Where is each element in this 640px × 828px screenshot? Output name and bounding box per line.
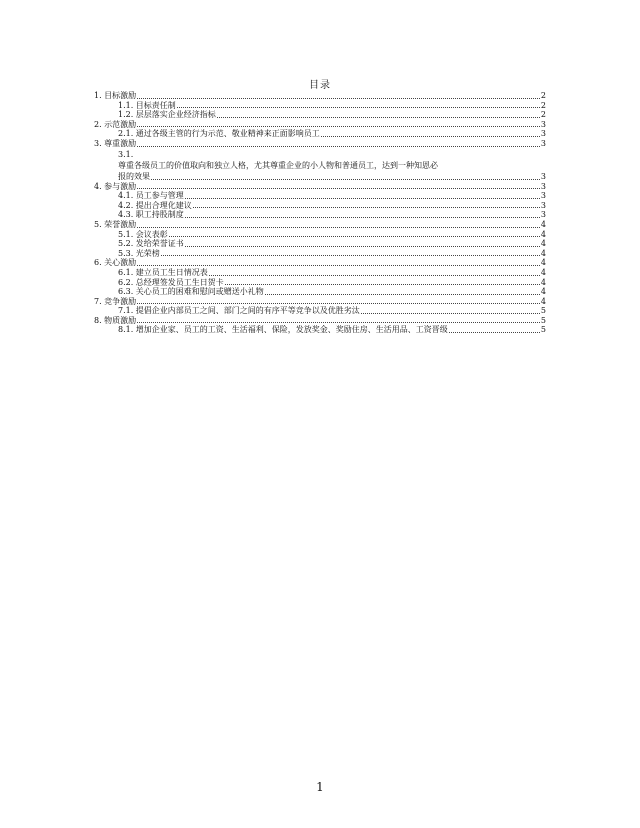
toc-entry[interactable]: [94, 287, 546, 297]
toc-entry[interactable]: [94, 278, 546, 288]
toc-entry-text: 4. 参与激励: [94, 181, 137, 191]
toc-entry[interactable]: [94, 201, 546, 211]
dot-leader: [161, 255, 540, 256]
toc-entry-text: 7.1. 提倡企业内部员工之间、部门之间的有序平等竞争以及优胜劣汰: [118, 306, 360, 316]
toc-entry[interactable]: [94, 210, 546, 220]
toc-entry-multiline[interactable]: [94, 149, 546, 182]
toc-entry-text: 3. 尊重激励: [94, 138, 137, 148]
dot-leader: [169, 236, 540, 237]
toc-entry[interactable]: [94, 191, 546, 201]
dot-leader: [137, 146, 540, 147]
dot-leader: [185, 246, 540, 247]
toc-page-number: 4: [540, 239, 546, 249]
toc-entry[interactable]: [94, 110, 546, 120]
dot-leader: [225, 284, 540, 285]
toc-entry[interactable]: [94, 306, 546, 316]
toc-entry-text: 5.2. 发给荣誉证书: [118, 239, 184, 249]
toc-entry-text: 1. 目标激励: [94, 91, 137, 100]
toc-entry[interactable]: [94, 120, 546, 130]
dot-leader: [137, 126, 540, 127]
toc-page-number: 3: [540, 200, 546, 210]
toc-entry-text: 6.1. 建立员工生日情况表: [118, 267, 208, 277]
toc-entry-text: 6. 关心激励: [94, 258, 137, 268]
dot-leader: [137, 98, 540, 99]
toc-entry-text: 5.3. 光荣榜: [118, 248, 160, 258]
toc-entry[interactable]: [94, 325, 546, 335]
toc-page-number: 4: [540, 287, 546, 297]
toc-title: 目录: [309, 80, 331, 91]
toc-page-number: 4: [540, 277, 546, 287]
toc-page-number: 5: [540, 315, 546, 325]
toc-entry[interactable]: [94, 101, 546, 111]
dot-leader: [137, 188, 540, 189]
toc-page-number: 4: [540, 219, 546, 229]
toc-page-number: 4: [540, 248, 546, 258]
toc-page-number: 2: [540, 100, 546, 110]
toc-entry[interactable]: [94, 230, 546, 240]
toc-entry-text: 2.1. 通过各级主管的行为示范、敬业精神来正面影响员工: [118, 129, 320, 139]
toc-entry[interactable]: [94, 239, 546, 249]
toc-entry[interactable]: [94, 297, 546, 307]
toc-page-number: 3: [540, 138, 546, 148]
dot-leader: [137, 303, 540, 304]
dot-leader: [177, 107, 540, 108]
toc-page-number: 3: [540, 129, 546, 139]
dot-leader: [449, 332, 540, 333]
dot-leader: [265, 294, 540, 295]
toc-entry-number: 3.1.: [118, 149, 134, 159]
dot-leader: [185, 217, 540, 218]
toc-entry[interactable]: [94, 268, 546, 278]
toc-page-number: 4: [540, 229, 546, 239]
toc-page-number: 3: [540, 171, 546, 181]
dot-leader: [137, 265, 540, 266]
toc-page-number: 3: [540, 181, 546, 191]
toc-entry[interactable]: [94, 220, 546, 230]
toc-entry-text: 1.1. 目标责任制: [118, 100, 176, 110]
dot-leader: [185, 198, 540, 199]
table-of-contents: [94, 91, 546, 335]
toc-page-number: 5: [540, 325, 546, 335]
toc-page-number: 4: [540, 267, 546, 277]
dot-leader: [321, 136, 540, 137]
toc-entry-text: 4.3. 职工持股制度: [118, 210, 184, 220]
toc-entry-text: 2. 示范激励: [94, 119, 137, 129]
toc-page-number: 2: [540, 91, 546, 100]
toc-entry-text: 6.2. 总经理签发员工生日贺卡: [118, 277, 224, 287]
toc-page-number: 2: [540, 110, 546, 120]
dot-leader: [217, 117, 540, 118]
toc-entry-text: 8. 物质激励: [94, 315, 137, 325]
toc-entry-text: 6.3. 关心员工的困难和慰问或赠送小礼物: [118, 287, 264, 297]
dot-leader: [193, 207, 540, 208]
toc-page-number: 3: [540, 191, 546, 201]
dot-leader: [151, 179, 540, 180]
toc-entry[interactable]: [94, 129, 546, 139]
page-number: 1: [316, 780, 324, 794]
toc-entry[interactable]: [94, 139, 546, 149]
toc-entry-text: 4.1. 员工参与管理: [118, 191, 184, 201]
toc-entry-text: 5.1. 会议表彰: [118, 229, 168, 239]
toc-entry-text: 7. 竞争激励: [94, 296, 137, 306]
dot-leader: [137, 227, 540, 228]
toc-entry-text: 4.2. 提出合理化建议: [118, 200, 192, 210]
toc-page-number: 3: [540, 210, 546, 220]
toc-entry[interactable]: [94, 182, 546, 192]
dot-leader: [137, 322, 540, 323]
dot-leader: [209, 275, 540, 276]
toc-entry-text: 8.1. 增加企业家、员工的工资、生活福利、保险，发放奖金、奖励住房、生活用品、工资晋级: [118, 325, 448, 335]
toc-page-number: 3: [540, 119, 546, 129]
toc-entry-text: 1.2. 层层落实企业经济指标: [118, 110, 216, 120]
toc-page-number: 4: [540, 296, 546, 306]
toc-page-number: 5: [540, 306, 546, 316]
toc-entry-text-line: 报的效果: [118, 171, 150, 181]
toc-entry[interactable]: [94, 258, 546, 268]
toc-entry-text: 5. 荣誉激励: [94, 219, 137, 229]
dot-leader: [361, 313, 540, 314]
toc-entry[interactable]: [94, 91, 546, 101]
toc-entry-text-line: 尊重各级员工的价值取向和独立人格，尤其尊重企业的小人物和普通员工，达到一种知恩必: [118, 160, 438, 170]
toc-page-number: 4: [540, 258, 546, 268]
toc-entry[interactable]: [94, 249, 546, 259]
